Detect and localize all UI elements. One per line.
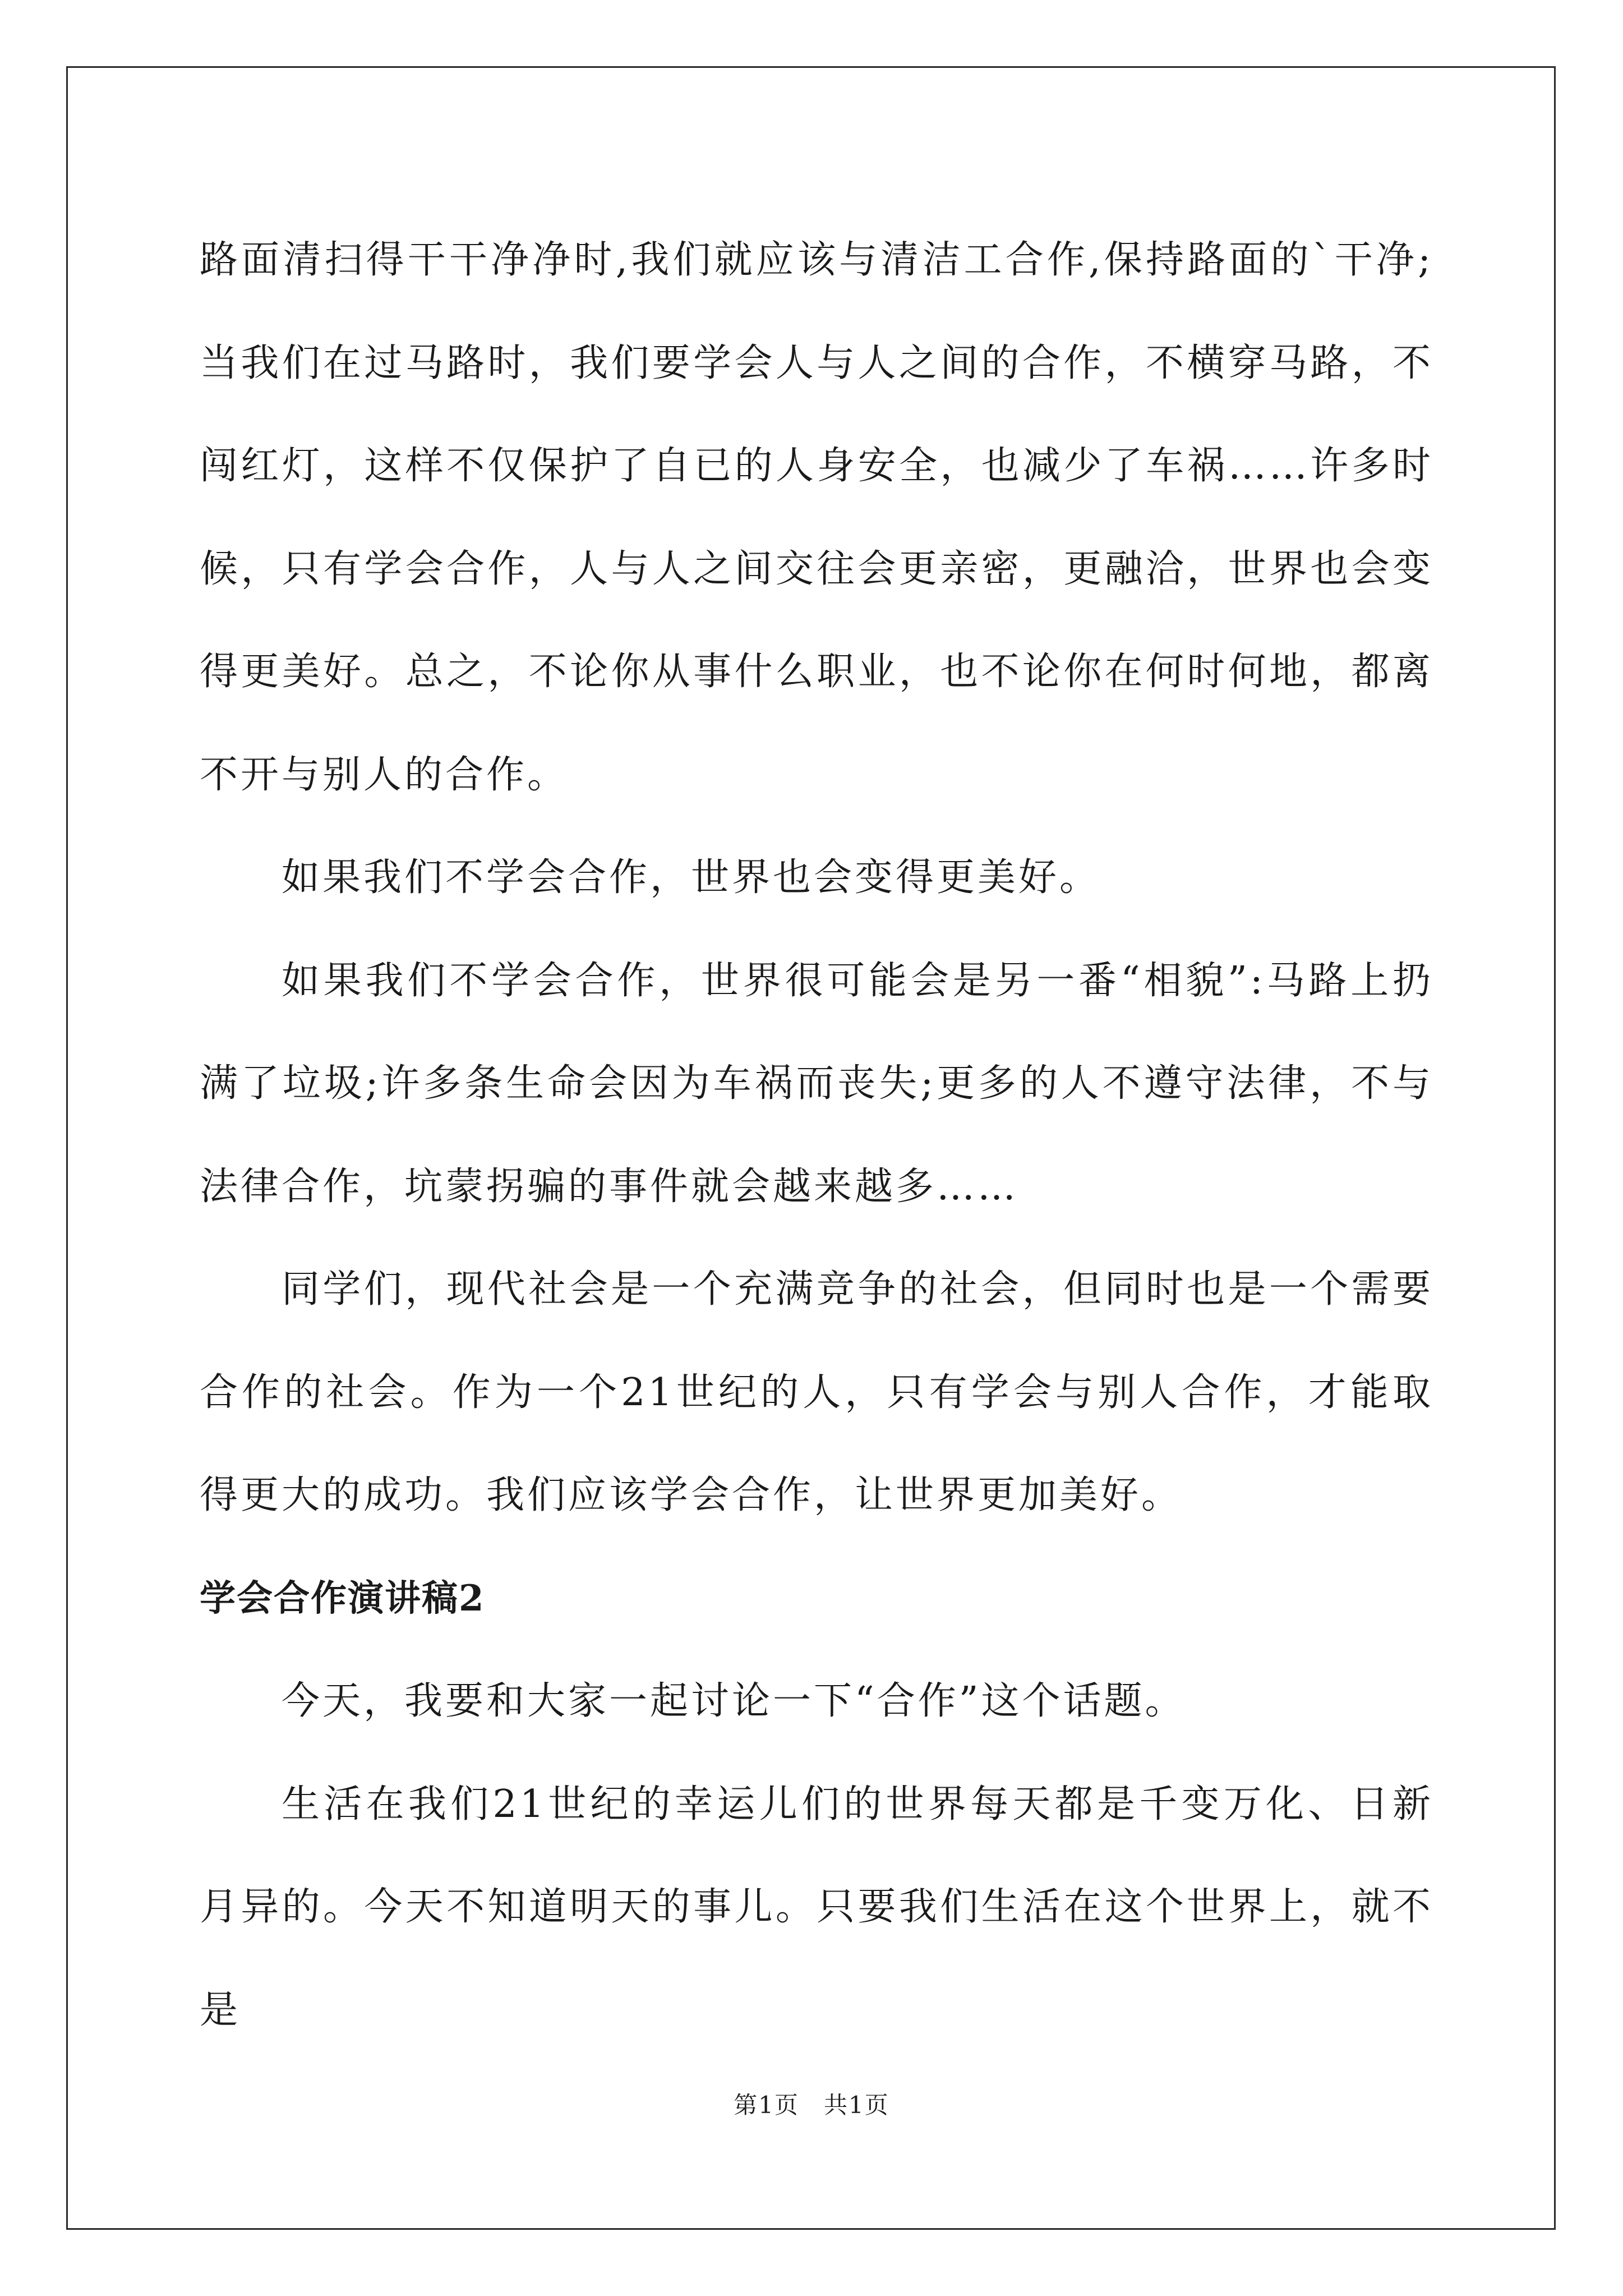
page-footer: 第1页 共1页 (734, 2091, 889, 2119)
section-heading: 学会合作演讲稿2 (200, 1577, 485, 1619)
paragraph-6: 生活在我们21世纪的幸运儿们的世界每天都是千变万化、日新月异的。今天不知道明天的事儿。只要我们生活在这个世界上，就不是 (200, 1782, 1433, 2032)
paragraph-5: 今天，我要和大家一起讨论一下“合作”这个话题。 (282, 1679, 1186, 1723)
paragraph-2: 如果我们不学会合作，世界也会变得更美好。 (282, 855, 1101, 900)
paragraph-3: 如果我们不学会合作，世界很可能会是另一番“相貌”:马路上扔满了垃圾;许多条生命会因为车祸而丧失;更多的人不遵守法律，不与法律合作，坑蒙拐骗的事件就会越来越多…… (200, 958, 1433, 1209)
paragraph-1: 路面清扫得干干净净时,我们就应该与清洁工合作,保持路面的`干净;当我们在过马路时，我们要学会人与人之间的合作，不横穿马路，不闯红灯，这样不仅保护了自已的人身安全，也减少了车祸……许多时候，只有学会合作，人与人之间交往会更亲密，更融洽，世界也会变得更美好。总之，不论你从事什么职业，也不论你在何时何地，都离不开与别人的合作。 (200, 238, 1433, 797)
paragraph-4: 同学们，现代社会是一个充满竞争的社会，但同时也是一个需要合作的社会。作为一个21世纪的人，只有学会与别人合作，才能取得更大的成功。我们应该学会合作，让世界更加美好。 (200, 1267, 1433, 1517)
document-body (200, 209, 1433, 2062)
